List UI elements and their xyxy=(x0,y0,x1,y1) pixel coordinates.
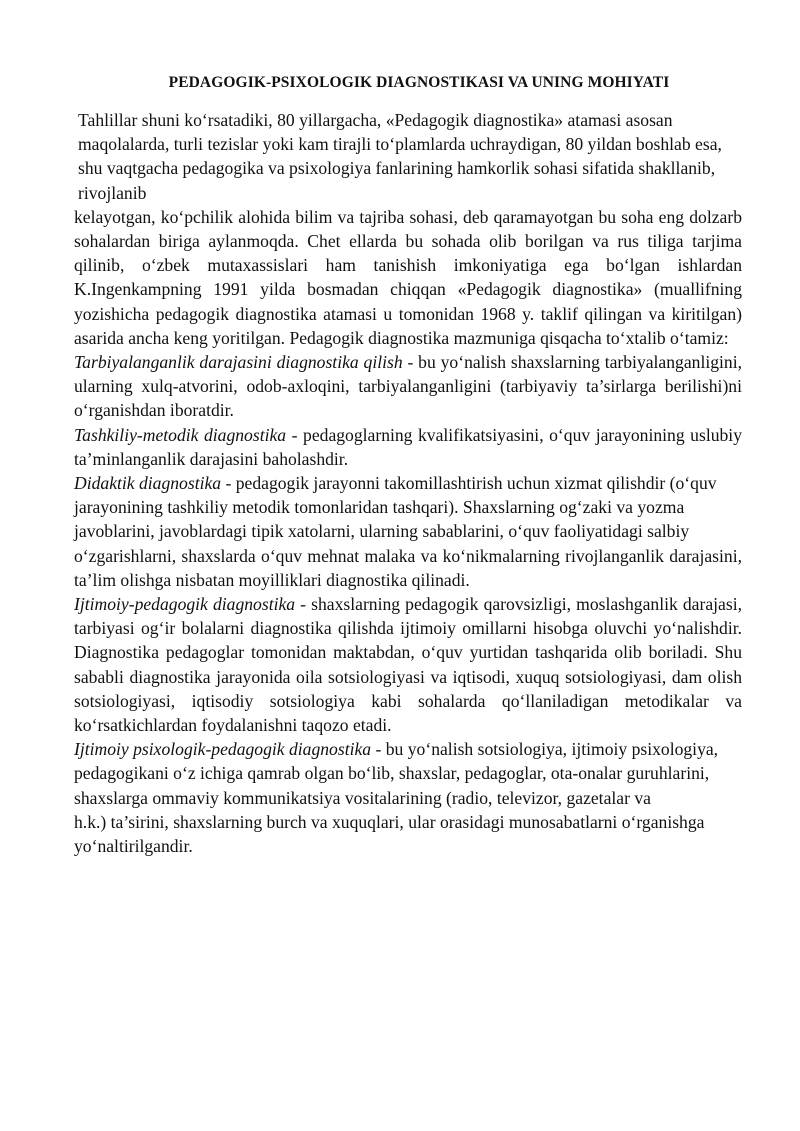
term-tashkiliy-metodik: Tashkiliy-metodik diagnostika xyxy=(74,424,287,445)
term-ijtimoiy-pedagogik: Ijtimoiy-pedagogik diagnostika xyxy=(74,594,296,615)
section-didaktik-continuation: o‘zgarishlarni, shaxslarda o‘quv mehnat malaka va ko‘nikmalarning rivojlanganlik darajasini, ta’lim olishga nisbatan moyilliklari diagnostika qilinadi. xyxy=(74,545,742,590)
document-title: PEDAGOGIK-PSIXOLOGIK DIAGNOSTIKASI VA UNING MOHIYATI xyxy=(168,74,670,91)
document-page xyxy=(74,74,742,858)
section-ijtimoiy-psixologik-continuation: h.k.) ta’sirini, shaxslarning burch va xuquqlari, ular orasidagi munosabatlarni o‘rganishga yo‘naltirilgandir. xyxy=(74,811,705,857)
text-ijtimoiy-pedagogik: - shaxslarning pedagogik qarovsizligi, moslashganlik darajasi, tarbiyasi og‘ir bolalarni diagnostika qilishda ijtimoiy omillarni hisobga oluvchi yo‘nalishdir. Diagnostika pedagoglar tomonidan maktabdan, o‘quv yurtidan tashqarida olib boriladi. Shu sababli diagnostika jarayonida oila sotsiologiyasi va iqtisodi, xuquq sotsiologiyasi, dam olish sotsiologiyasi, iqtisodiy sotsiologiya kabi sohalarda qo‘llaniladigan metodikalar va ko‘rsatkichlardan foydalanishni taqozo etadi. xyxy=(74,594,742,736)
section-didaktik xyxy=(74,471,742,544)
text-tarbiyalanganlik: - bu yo‘nalish shaxslarning tarbiyalanganligini, ularning xulq-atvorini, odob-axloqini, tarbiyalanganligini (tarbiyaviy ta’sirlarga berilishi)ni o‘rganishdan iboratdir. xyxy=(74,352,742,421)
section-tashkiliy-metodik xyxy=(74,423,742,471)
intro-paragraph-part-2: kelayotgan, ko‘pchilik alohida bilim va tajriba sohasi, deb qaramayotgan bu soha eng dolzarb sohalardan biriga aylanmoqda. Chet ellarda bu sohada olib borilgan va rus tiliga tarjima qilinib, o‘zbek mutaxassislari ham tanishish imkoniyatiga ega bo‘lgan ishlardan K.Ingenkampning 1991 yilda bosmadan chiqqan «Pedagogik diagnostika» (muallifning yozishicha pedagogik diagnostika atamasi u tomonidan 1968 y. taklif qilingan va kiritilgan) asarida ancha keng yoritilgan. Pedagogik diagnostika mazmuniga qisqacha to‘xtalib o‘tamiz: xyxy=(74,206,742,348)
section-ijtimoiy-psixologik xyxy=(74,737,742,810)
term-tarbiyalanganlik: Tarbiyalanganlik darajasini diagnostika qilish xyxy=(74,352,403,373)
text-didaktik: - pedagogik jarayonni takomillashtirish uchun xizmat qilishdir (o‘quv jarayonining tashkiliy metodik tomonlaridan tashqari). Shaxslarning og‘zaki va yozma javoblarini, javoblardagi tipik xatolarni, ularning sabablarini, o‘quv faoliyatidagi salbiy xyxy=(74,473,717,542)
section-tarbiyalanganlik xyxy=(74,350,742,423)
section-ijtimoiy-pedagogik xyxy=(74,592,742,737)
intro-paragraph-part-1: Tahlillar shuni ko‘rsatadiki, 80 yillargacha, «Pedagogik diagnostika» atamasi asosan maqolalarda, turli tezislar yoki kam tirajli to‘plamlarda uchraydigan, 80 yildan boshlab esa, shu vaqtgacha pedagogika va psixologiya fanlarining hamkorlik sohasi sifatida shakllanib, rivojlanib xyxy=(78,110,722,203)
term-ijtimoiy-psixologik: Ijtimoiy psixologik-pedagogik diagnostika xyxy=(74,739,372,760)
term-didaktik: Didaktik diagnostika xyxy=(74,473,222,494)
text-tashkiliy-metodik: - pedagoglarning kvalifikatsiyasini, o‘quv jarayonining uslubiy ta’minlanganlik darajasini baholashdir. xyxy=(74,424,742,469)
text-ijtimoiy-psixologik: - bu yo‘nalish sotsiologiya, ijtimoiy psixologiya, pedagogikani o‘z ichiga qamrab olgan bo‘lib, shaxslar, pedagoglar, ota-onalar guruhlarini, shaxslarga ommaviy kommunikatsiya vositalarining (radio, televizor, gazetalar va xyxy=(74,739,719,808)
